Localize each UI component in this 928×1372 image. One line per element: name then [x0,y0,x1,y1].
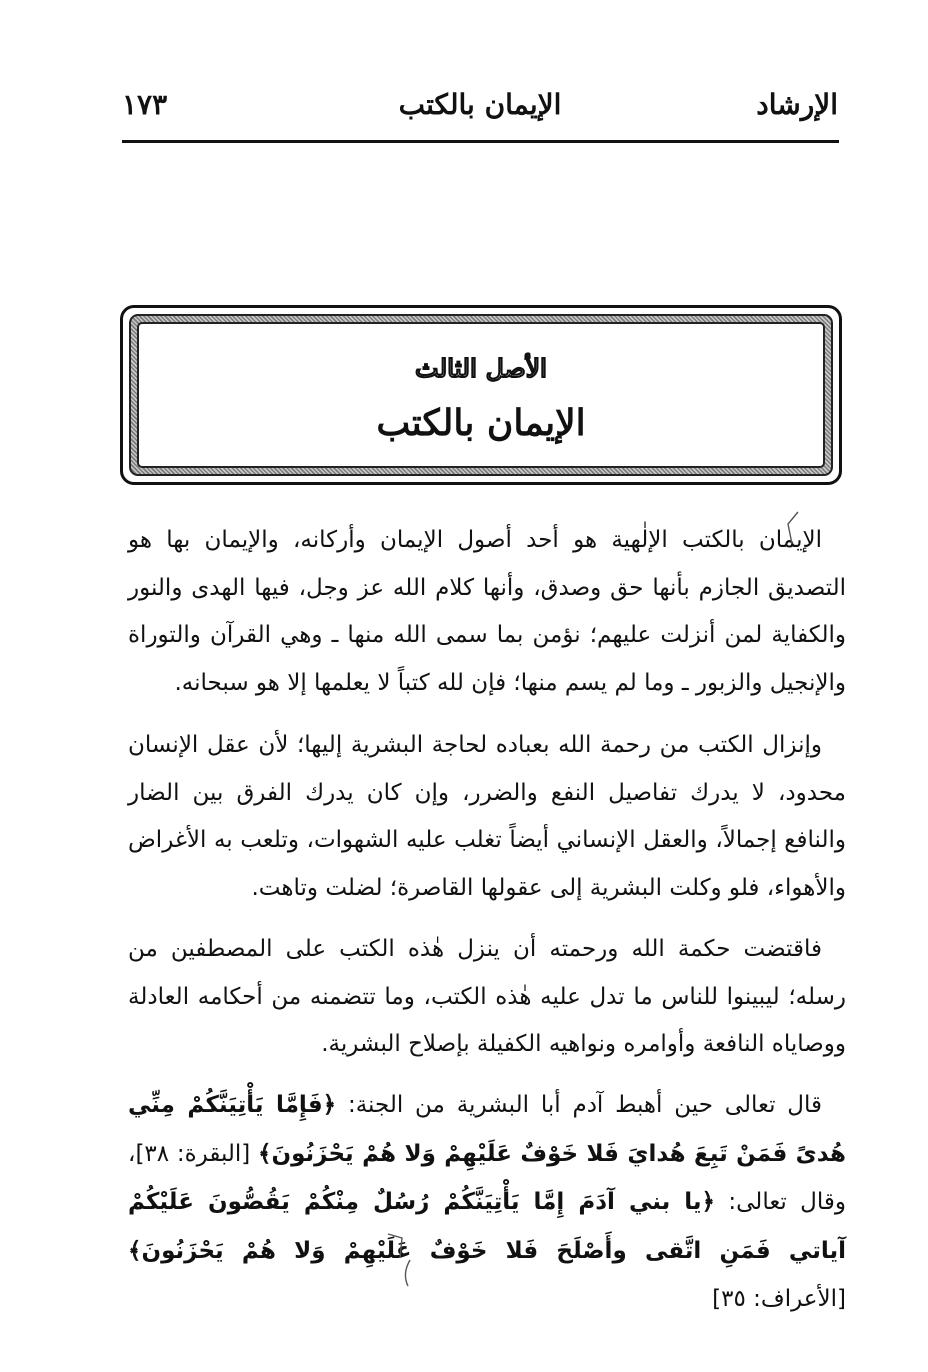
paragraph-text: فاقتضت حكمة الله ورحمته أن ينزل هٰذه الكتب على المصطفين من رسله؛ ليبينوا للناس ما تدل عليه هٰذه الكتب، وما تتضمنه من أحكامه العادلة ووصاياه النافعة وأوامره ونواهيه الكفيلة بإصلاح البشرية. [128,936,846,1057]
running-chapter-title: الإيمان بالكتب [398,88,562,121]
quote-intro: قال تعالى حين أهبط آدم أبا البشرية من الجنة: [347,1092,823,1118]
paragraph-1 [128,517,846,707]
page-number: ١٧٣ [122,88,168,121]
section-title-frame [120,305,842,485]
quote-connector: ، وقال تعالى: [128,1140,846,1215]
header-rule [122,140,839,143]
quran-verse-2: ﴿يا بني آدَمَ إِمَّا يَأْتِيَنَّكُمْ رُسُلٌ مِنْكُمْ يَقُصُّونَ عَلَيْكُمْ آياتي فَمَنِ اتَّقى وأَصْلَحَ فَلا خَوْفٌ عَلَيْهِمْ وَلا هُمْ يَحْزَنُونَ﴾ [128,1189,846,1264]
verse-reference-1: [البقرة: ٣٨] [135,1140,251,1167]
paragraph-3 [128,926,846,1069]
section-subtitle: الأصل الثالث [415,354,547,383]
running-book-title: الإرشاد [756,88,838,121]
paragraph-2 [128,722,846,912]
frame-inner-panel [137,322,825,468]
paragraph-quran [128,1081,846,1324]
verse-reference-2: [الأعراف: ٣٥] [712,1286,846,1312]
section-title: الإيمان بالكتب [376,402,586,444]
closing-bracket-mark [380,1230,420,1290]
quran-verse-1: ﴿فَإِمَّا يَأْتِيَنَّكُمْ مِنِّي هُدىً فَمَنْ تَبِعَ هُدايَ فَلا خَوْفٌ عَلَيْهِمْ وَلا هُمْ يَحْزَنُونَ﴾ [128,1092,846,1167]
page-header [122,88,838,132]
quran-paragraph [128,1081,846,1324]
paragraph-text: الإيمان بالكتب الإلٰهية هو أحد أصول الإيمان وأركانه، والإيمان بها هو التصديق الجازم بأنها حق وصدق، وأنها كلام الله عز وجل، فيها الهدى والنور والكفاية لمن أنزلت عليهم؛ نؤمن بما سمى الله منها ـ وهي القرآن والتوراة والإنجيل والزبور ـ وما لم يسم منها؛ فإن لله كتباً لا يعلمها إلا هو سبحانه. [128,527,846,696]
paragraph-text: وإنزال الكتب من رحمة الله بعباده لحاجة البشرية إليها؛ لأن عقل الإنسان محدود، لا يدرك تفاصيل النفع والضرر، وإن كان يدرك الفرق بين الضار والنافع إجمالاً، والعقل الإنساني أيضاً تغلب عليه الشهوات، وتلعب به الأغراض والأهواء، فلو وكلت البشرية إلى عقولها القاصرة؛ لضلت وتاهت. [128,732,846,901]
margin-bracket-mark [782,508,802,548]
